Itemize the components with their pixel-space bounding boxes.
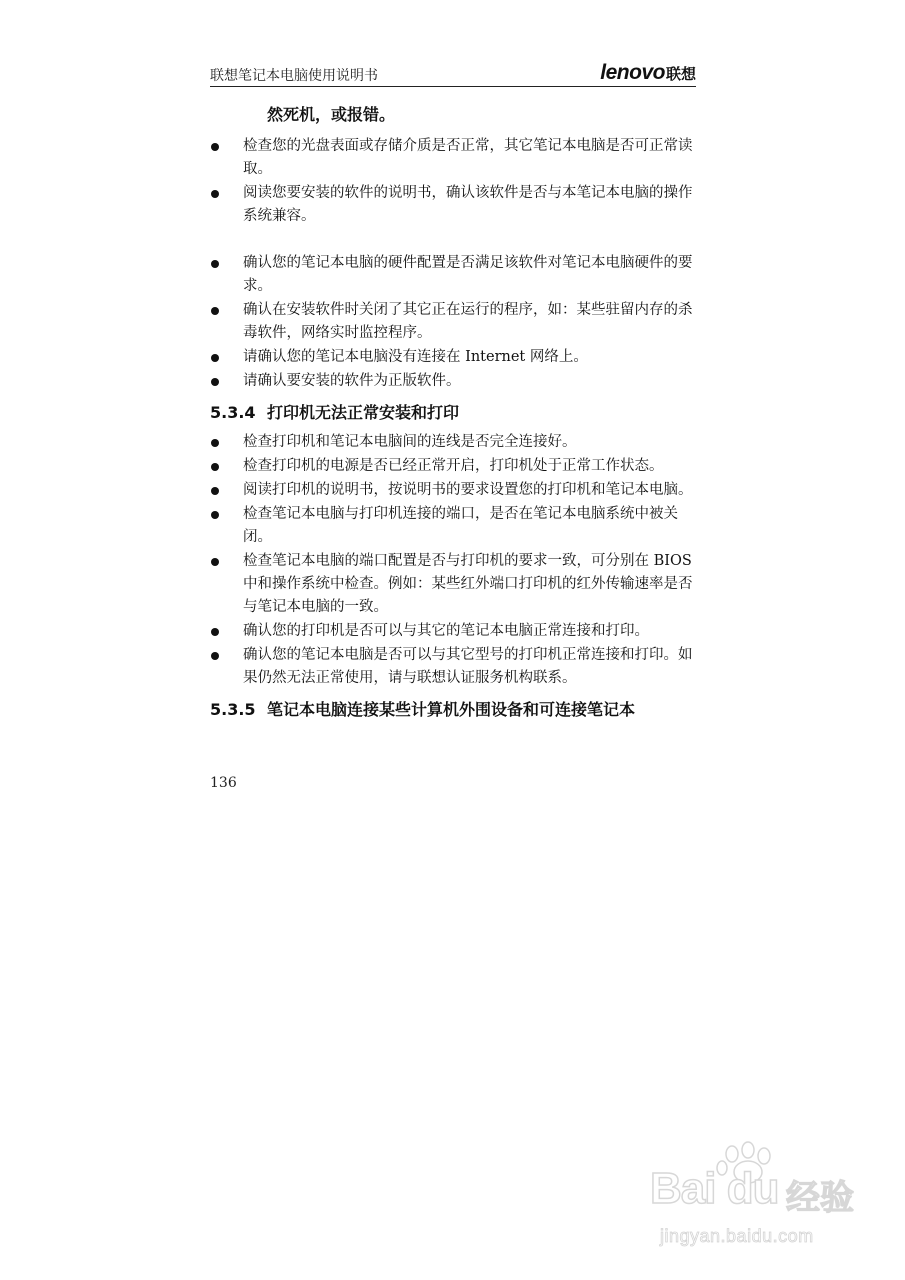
watermark-url: jingyan.baidu.com	[660, 1226, 814, 1246]
lenovo-logo	[600, 61, 696, 83]
bullet-icon	[211, 143, 219, 151]
page-header	[210, 62, 696, 87]
bullet-icon	[211, 511, 219, 519]
bullet-icon	[211, 260, 219, 268]
watermark-chinese: 经验	[786, 1178, 854, 1218]
watermark-logo: Bai du	[650, 1164, 779, 1213]
bullet-icon	[211, 378, 219, 386]
list-item: 检查打印机的电源是否已经正常开启，打印机处于正常工作状态。	[210, 455, 700, 478]
logo-chinese: 联想	[665, 65, 696, 83]
bullet-icon	[211, 190, 219, 198]
list-item: 确认在安装软件时关闭了其它正在运行的程序，如：某些驻留内存的杀毒软件，网络实时监控程序。	[210, 299, 700, 345]
list-item: 确认您的打印机是否可以与其它的笔记本电脑正常连接和打印。	[210, 620, 700, 643]
section-heading-535	[210, 698, 700, 722]
page-number: 136	[210, 775, 237, 791]
list-item: 阅读您要安装的软件的说明书，确认该软件是否与本笔记本电脑的操作系统兼容。	[210, 182, 700, 228]
list-item: 阅读打印机的说明书，按说明书的要求设置您的打印机和笔记本电脑。	[210, 479, 700, 502]
list-item: 确认您的笔记本电脑的硬件配置是否满足该软件对笔记本电脑硬件的要求。	[210, 252, 700, 298]
bullet-icon	[211, 354, 219, 362]
section-heading-534	[210, 401, 700, 425]
baidu-watermark	[640, 1140, 860, 1260]
section-title: 笔记本电脑连接某些计算机外围设备和可连接笔记本	[267, 700, 636, 719]
list-item: 检查您的光盘表面或存储介质是否正常，其它笔记本电脑是否可正常读取。	[210, 135, 700, 181]
list-item: 检查打印机和笔记本电脑间的连线是否完全连接好。	[210, 431, 700, 454]
list-item: 检查笔记本电脑的端口配置是否与打印机的要求一致，可分别在 BIOS 中和操作系统中检查。例如：某些红外端口打印机的红外传输速率是否与笔记本电脑的一致。	[210, 550, 700, 619]
list-item: 请确认您的笔记本电脑没有连接在 Internet 网络上。	[210, 346, 700, 369]
bullet-icon	[211, 439, 219, 447]
logo-wordmark: lenovo	[600, 61, 665, 84]
bullet-icon	[211, 487, 219, 495]
page-body	[210, 103, 700, 728]
bullet-icon	[211, 307, 219, 315]
list-item: 检查笔记本电脑与打印机连接的端口，是否在笔记本电脑系统中被关闭。	[210, 503, 700, 549]
bullet-icon	[211, 652, 219, 660]
bullet-icon	[211, 463, 219, 471]
continuation-text: 然死机，或报错。	[267, 105, 396, 124]
section-title: 打印机无法正常安装和打印	[267, 403, 460, 422]
header-title: 联想笔记本电脑使用说明书	[210, 68, 378, 84]
list-item: 确认您的笔记本电脑是否可以与其它型号的打印机正常连接和打印。如果仍然无法正常使用，请与联想认证服务机构联系。	[210, 644, 700, 690]
bullet-icon	[211, 558, 219, 566]
list-item: 请确认要安装的软件为正版软件。	[210, 370, 700, 393]
section-number: 5.3.5	[210, 700, 256, 719]
section-number: 5.3.4	[210, 403, 256, 422]
bullet-icon	[211, 628, 219, 636]
